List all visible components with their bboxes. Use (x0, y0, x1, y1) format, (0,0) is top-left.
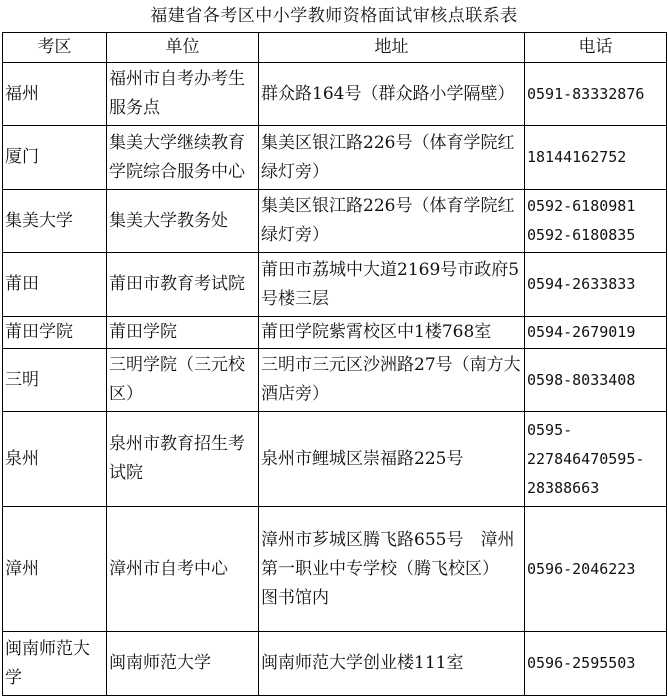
phone-number: 0598-8033408 (527, 370, 636, 389)
phone-number: 28388663 (527, 478, 600, 497)
area-cell: 三明 (3, 349, 107, 412)
area-cell: 福州 (3, 63, 107, 126)
unit-cell: 漳州市自考中心 (107, 507, 259, 632)
table-row (3, 507, 667, 632)
phone-cell (525, 253, 667, 317)
table-row (3, 317, 667, 349)
phone-cell (525, 349, 667, 412)
address-cell: 泉州市鲤城区崇福路225号 (259, 412, 525, 507)
header-unit: 单位 (107, 33, 259, 63)
contact-table (2, 32, 667, 696)
address-cell (259, 507, 525, 632)
header-phone: 电话 (525, 33, 667, 63)
phone-number: 0594-2633833 (527, 275, 636, 293)
phone-cell (525, 412, 667, 507)
address-cell: 闽南师范大学创业楼111室 (259, 632, 525, 696)
phone-cell (525, 632, 667, 696)
phone-number: 0596-2046223 (527, 559, 636, 578)
phone-number: 227846470595- (527, 449, 645, 468)
table-row (3, 253, 667, 317)
address-line: 图书馆内 (261, 587, 329, 608)
phone-cell (525, 126, 667, 190)
phone-number: 18144162752 (527, 148, 627, 166)
table-row (3, 190, 667, 253)
unit-cell: 莆田学院 (107, 317, 259, 349)
phone-number: 0592-6180835 (527, 226, 636, 244)
table-row (3, 349, 667, 412)
header-area: 考区 (3, 33, 107, 63)
phone-cell (525, 63, 667, 126)
address-cell: 集美区银江路226号（体育学院红绿灯旁） (259, 126, 525, 190)
phone-cell (525, 190, 667, 253)
unit-cell: 三明学院（三元校区） (107, 349, 259, 412)
address-cell: 莆田学院紫霄校区中1楼768室 (259, 317, 525, 349)
address-cell: 莆田市荔城中大道2169号市政府5号楼三层 (259, 253, 525, 317)
table-row (3, 126, 667, 190)
unit-cell: 集美大学教务处 (107, 190, 259, 253)
unit-cell: 闽南师范大学 (107, 632, 259, 696)
phone-number: 0591-83332876 (527, 84, 645, 103)
address-line: 漳州市芗城区腾飞路655号 漳州第一职业中专学校（腾飞校区） (261, 529, 515, 579)
area-cell: 厦门 (3, 126, 107, 190)
table-header-row (3, 33, 667, 63)
page-title: 福建省各考区中小学教师资格面试审核点联系表 (150, 6, 518, 26)
header-address: 地址 (259, 33, 525, 63)
phone-number: 0594-2679019 (527, 323, 636, 341)
phone-number: 0596-2595503 (527, 654, 636, 672)
unit-cell: 泉州市教育招生考试院 (107, 412, 259, 507)
area-cell: 莆田学院 (3, 317, 107, 349)
area-cell: 漳州 (3, 507, 107, 632)
area-cell: 集美大学 (3, 190, 107, 253)
area-cell: 泉州 (3, 412, 107, 507)
address-cell: 三明市三元区沙洲路27号（南方大酒店旁） (259, 349, 525, 412)
phone-cell (525, 507, 667, 632)
area-cell: 莆田 (3, 253, 107, 317)
unit-cell: 集美大学继续教育学院综合服务中心 (107, 126, 259, 190)
address-cell: 集美区银江路226号（体育学院红绿灯旁） (259, 190, 525, 253)
table-row (3, 63, 667, 126)
phone-number: 0592-6180981 (527, 197, 636, 215)
unit-cell: 莆田市教育考试院 (107, 253, 259, 317)
table-row (3, 632, 667, 696)
phone-number: 0595- (527, 420, 573, 439)
table-row (3, 412, 667, 507)
area-cell: 闽南师范大学 (3, 632, 107, 696)
unit-cell: 福州市自考办考生服务点 (107, 63, 259, 126)
phone-cell (525, 317, 667, 349)
address-cell: 群众路164号（群众路小学隔壁） (259, 63, 525, 126)
